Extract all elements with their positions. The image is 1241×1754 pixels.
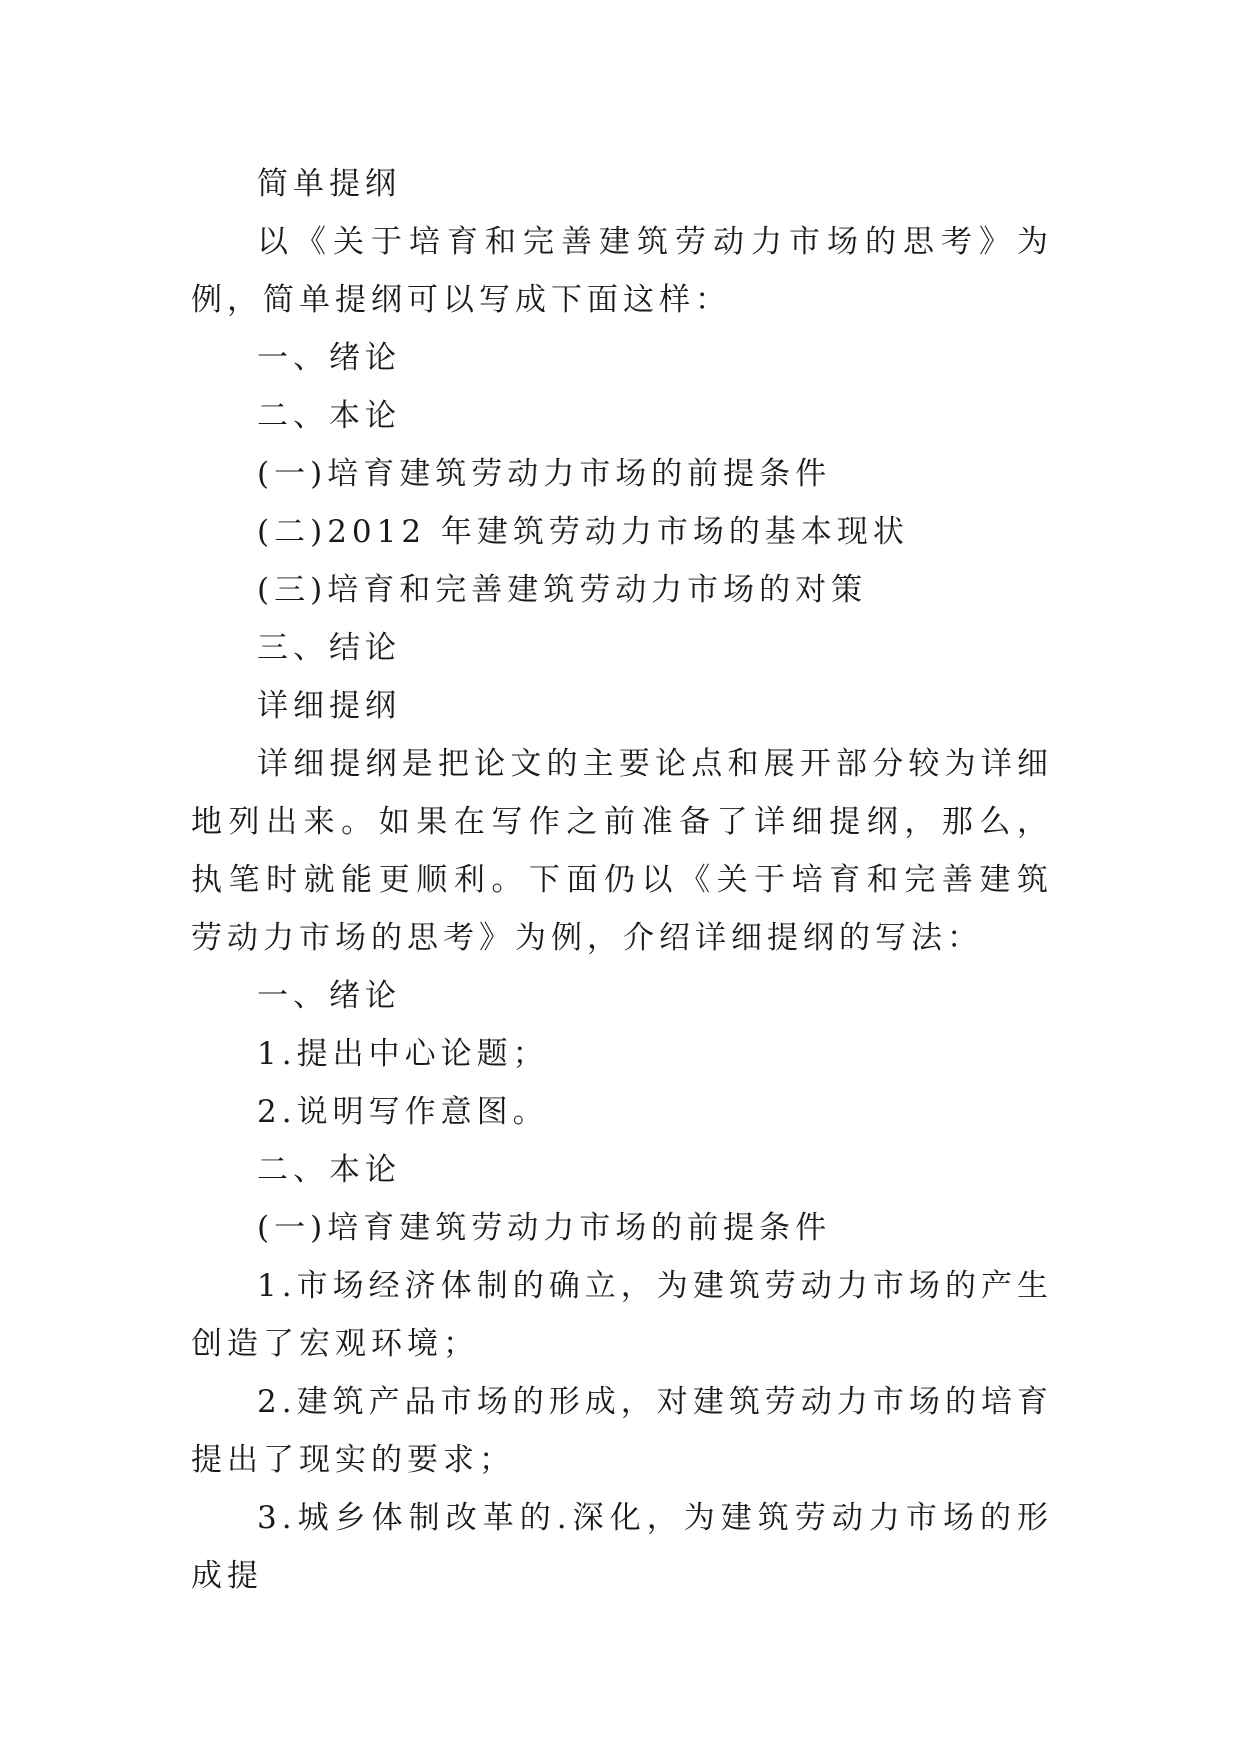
outline-item: 一、绪论 <box>257 340 401 376</box>
heading-detailed-outline: 详细提纲 <box>257 688 401 724</box>
outline-item: 三、结论 <box>257 630 401 666</box>
outline-item: 一、绪论 <box>257 978 401 1014</box>
outline-item: (三)培育和完善建筑劳动力市场的对策 <box>257 572 868 608</box>
outline-item: (一)培育建筑劳动力市场的前提条件 <box>257 1210 832 1246</box>
outline-item: 3.城乡体制改革的.深化，为建筑劳动力市场的形成提 <box>191 1500 1053 1594</box>
outline-item: 2.说明写作意图。 <box>257 1094 549 1130</box>
outline-item: (二)2012 年建筑劳动力市场的基本现状 <box>257 514 909 550</box>
paragraph-detailed-outline-intro: 详细提纲是把论文的主要论点和展开部分较为详细地列出来。如果在写作之前准备了详细提纲，那么，执笔时就能更顺利。下面仍以《关于培育和完善建筑劳动力市场的思考》为例，介绍详细提纲的写法： <box>191 746 1053 956</box>
heading-simple-outline: 简单提纲 <box>257 166 401 202</box>
outline-item: (一)培育建筑劳动力市场的前提条件 <box>257 456 832 492</box>
outline-item: 2.建筑产品市场的形成，对建筑劳动力市场的培育提出了现实的要求； <box>191 1384 1053 1478</box>
paragraph-simple-outline-intro: 以《关于培育和完善建筑劳动力市场的思考》为例，简单提纲可以写成下面这样： <box>191 224 1053 318</box>
outline-item: 1.提出中心论题； <box>257 1036 549 1072</box>
outline-item: 二、本论 <box>257 398 401 434</box>
document-body <box>191 155 1053 1605</box>
outline-item: 1.市场经济体制的确立，为建筑劳动力市场的产生创造了宏观环境； <box>191 1268 1053 1362</box>
outline-item: 二、本论 <box>257 1152 401 1188</box>
